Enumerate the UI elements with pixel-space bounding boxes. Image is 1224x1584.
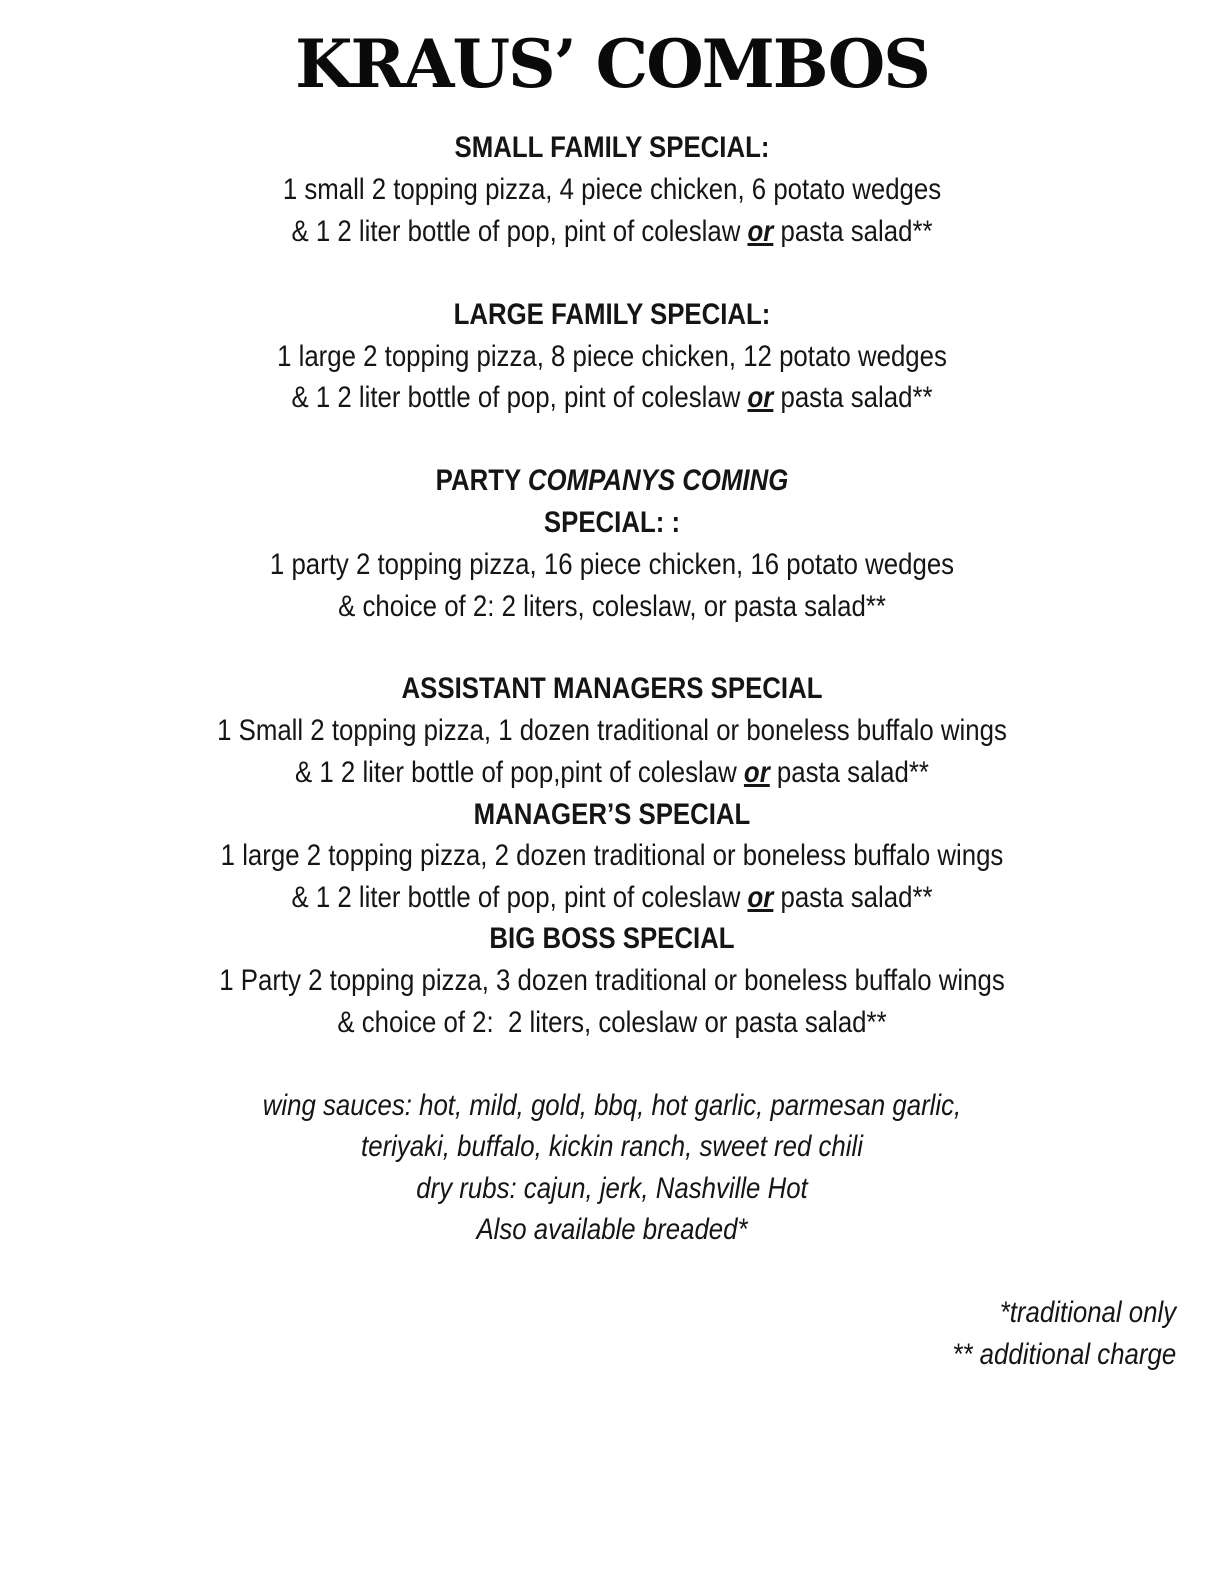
party-line2: & choice of 2: 2 liters, coleslaw, or pasta salad** <box>338 590 886 623</box>
managers-or: or <box>747 881 774 914</box>
large-family-line2 <box>86 378 1139 418</box>
managers-line1: 1 large 2 topping pizza, 2 dozen traditional or boneless buffalo wings <box>220 839 1004 872</box>
large-family-line2-post: pasta salad** <box>773 381 933 414</box>
sauces-line2: teriyaki, buffalo, kickin ranch, sweet red chili <box>361 1130 863 1163</box>
small-family-line1: 1 small 2 topping pizza, 4 piece chicken, 6 potato wedges <box>282 173 942 206</box>
assistant-managers-or: or <box>743 756 770 789</box>
small-family-or: or <box>747 215 774 248</box>
managers-line2-pre: & 1 2 liter bottle of pop, pint of coleslaw <box>291 881 748 914</box>
sauces-line1: wing sauces: hot, mild, gold, bbq, hot garlic, parmesan garlic, <box>262 1089 962 1122</box>
party-line1: 1 party 2 topping pizza, 16 piece chicken, 16 potato wedges <box>269 548 955 581</box>
big-boss-heading: BIG BOSS SPECIAL <box>489 922 735 955</box>
assistant-managers-line2 <box>86 753 1139 793</box>
big-boss-line1: 1 Party 2 topping pizza, 3 dozen traditional or boneless buffalo wings <box>219 964 1005 997</box>
party-heading-italic: COMPANYS COMING <box>527 464 789 497</box>
menu-title: KRAUS’ COMBOS <box>295 25 929 103</box>
managers-line2-post: pasta salad** <box>773 881 933 914</box>
managers-heading: MANAGER’S SPECIAL <box>473 798 751 831</box>
party-heading <box>86 461 1139 501</box>
managers-line2 <box>86 878 1139 918</box>
assistant-managers-heading: ASSISTANT MANAGERS SPECIAL <box>401 672 823 705</box>
large-family-or: or <box>747 381 774 414</box>
large-family-heading: LARGE FAMILY SPECIAL: <box>453 298 771 331</box>
small-family-line2-post: pasta salad** <box>773 215 933 248</box>
large-family-line1: 1 large 2 topping pizza, 8 piece chicken, 12 potato wedges <box>277 340 947 373</box>
large-family-line2-pre: & 1 2 liter bottle of pop, pint of coleslaw <box>291 381 748 414</box>
party-heading-pre: PARTY <box>435 464 528 497</box>
assistant-managers-line2-pre: & 1 2 liter bottle of pop,pint of coleslaw <box>295 756 744 789</box>
small-family-line2-pre: & 1 2 liter bottle of pop, pint of coleslaw <box>291 215 748 248</box>
footnote-traditional: *traditional only <box>999 1296 1176 1329</box>
assistant-managers-line2-post: pasta salad** <box>769 756 929 789</box>
footnote-additional: ** additional charge <box>952 1338 1176 1371</box>
small-family-line2 <box>86 212 1139 252</box>
assistant-managers-line1: 1 Small 2 topping pizza, 1 dozen traditional or boneless buffalo wings <box>217 714 1007 747</box>
dry-rubs-line: dry rubs: cajun, jerk, Nashville Hot <box>416 1172 808 1205</box>
party-heading-line2: SPECIAL: : <box>543 506 681 539</box>
small-family-heading: SMALL FAMILY SPECIAL: <box>454 131 770 164</box>
big-boss-line2: & choice of 2: 2 liters, coleslaw or pasta salad** <box>337 1006 887 1039</box>
breaded-line: Also available breaded* <box>476 1213 748 1246</box>
